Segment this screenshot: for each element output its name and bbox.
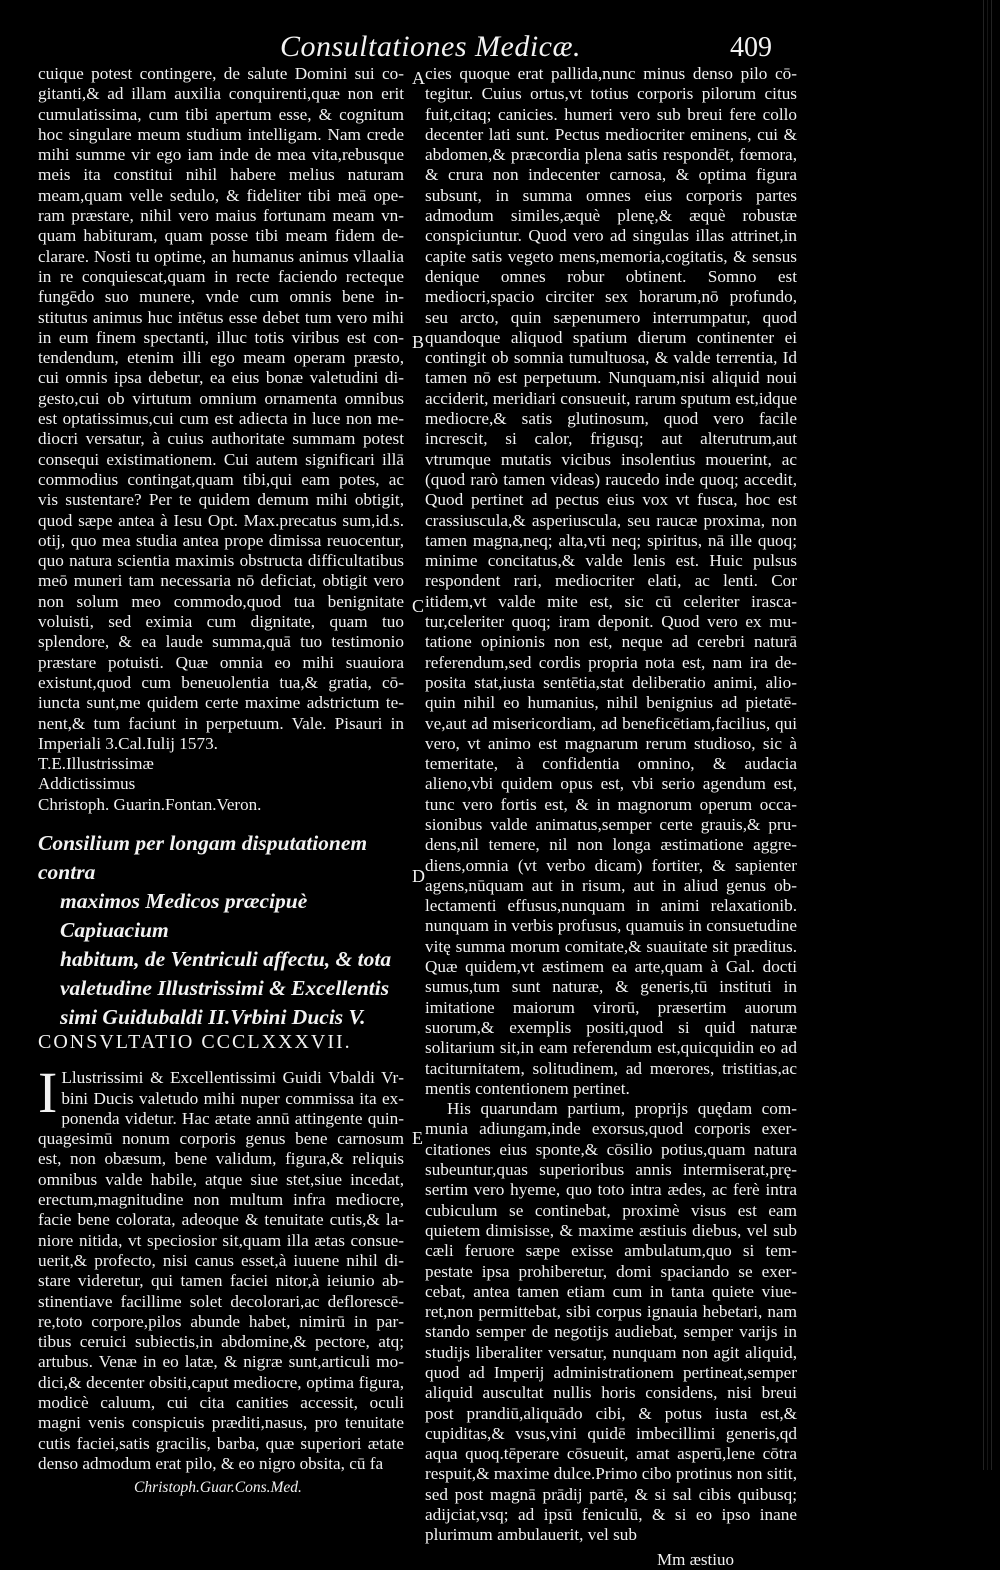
title-line: simi Guidubaldi II.Vrbini Ducis V. xyxy=(60,1004,366,1029)
letter-closing-salutation: T.E.Illustrissimæ xyxy=(38,754,154,774)
consultation-title xyxy=(38,829,404,1032)
drop-cap: I xyxy=(38,1060,58,1126)
margin-marker-b: B xyxy=(412,332,425,352)
margin-marker-a: A xyxy=(412,68,425,88)
consultation-body-text: Llustrissimi & Excellentissimi Guidi Vbaldi Vrbini Ducis valetudo mihi nuper commissa ita exponenda videtur. Hac ætate annū attingente quinquagesimū nonum corporis genus bene carnosum est, non obæsum, bene validum, figura,& reliquis omnibus valde habile, atque siue stet,siue incedat, erectum,magnitudine non multum infra mediocre, facie bene colorata, adeoque & tenuitate cutis,& laniore nitida, vt speciosior sit,quam illa ætas consueuerit,& profecto, nisi canus esset,à iuuene nihil distare videretur, qui tamen faciei nitor,à ieiunio abstinentiave facillime solet decolorari,ac deflorescēre,toto corpore,pilos abunde habet, nimirū in partibus ceruici subiectis,in abdomine,& pectore, atq; artubus. Venæ in eo latæ, & nigræ sunt,articuli modici,& decenter obsiti,caput mediocre, optima figura, modicè caluum, cui cita canities accessit, oculi magni venis conspicuis præditi,nasus, pro tenuitate cutis faciei,satis gracilis, barba, quæ superiori ætate denso admodum erat pilo, & eo nigro obsita, cū fa xyxy=(38,1068,404,1473)
right-column xyxy=(425,64,797,1570)
title-line: habitum, de Ventriculi affectu, & tota xyxy=(60,946,392,971)
letter-text: cuique potest contingere, de salute Domini sui cogitanti,& ad illam auxilia conquirenti,quæ non erit cumulatissima, cum tibi apertum esse, & cognitum hoc singulare meum studium intelligam. Nam crede mihi summe vir ego iam inde de mea vita,rebusque meis ita constitui nihil habere melius naturam meam,quam velle sedulo, & fideliter tibi meā operam præstare, nihil vero maius fortunam meam vnquam habituram, quam posse tibi meam fidem declarare. Nosti tu optime, an humanus animus vllaalia in re conquiescat,quam in recte faciendo recteque fungēdo suo munere, vnde cum omnis bene institutus animus huc intētus esse debet tum vero mihi in eum finem spectanti, illuc totis viribus est contendendum, etenim illi ego meam operam præsto, cui omnis ipsa debetur, ea eius bonæ valetudini digesto,cui ob virtutum omnium ornamenta omnibus est optatissimus,cui cum est adiecta in luce non mediocri versatur, à cuius authoritate summam potest consequi existimationem. Cui autem significari illā commodius contingat,quam tibi,qui eam potes, ac vis sustentare? Per te quidem demum mihi obtigit, quod sæpe antea à Iesu Opt. Max.precatus sum,id.s. otij, quo mea studia antea prope dimissa reuocentur, quo natura scientia maximis obstructa difficultatibus meō muneri tam necessaria nō deficiat, obtigit vero non solum meo commodo,quod tua benignitate voluisti, sed eximia cum dignitate, quam tuo splendore, & ea laude summa,quā tuo testimonio præstare potuisti. Quæ omnia eo mihi suauiora existunt,quod cum beneuolentia tua,& gratia, cōiuncta sunt,me quidem certe maxime adstrictum tenent,& tum faciunt in perpetuum. Vale. Pisauri in Imperiali 3.Cal.Iulij 1573. xyxy=(38,64,404,753)
margin-marker-d: D xyxy=(412,866,425,886)
right-text-paragraph-2: His quarundam partium, proprijs quędam communia adiungam,inde exorsus,quod corporis exercitationes eius sponte,& cōsilio potius,quam natura subeuntur,quas superioribus annis intermiserat,pręsertim vero hyeme, quo toto intra ædes, ac ferè intra cubiculum se continebat, proximè visus est eam quietem dimisisse, & maxime æstiuis diebus, vel sub cæli feruore sæpe exisse ambulatum,quo si tempestate ipsa prohiberetur, domi spaciando se exercebat, antea tamen etiam cum in tanta quiete viueret,non permittebat, sibi corpus ignauia hebetari, nam stando semper de negotijs audiebat, semper varijs in studijs liberaliter versatur, nunquam non agit aliquid, quod ad Imperij administrationem pertineat,semper aliquid auscultat nullis horis considens, nisi breui post prandiū,aliquādo cibi, & potus iusta est,& cupiditas,& vsus,vini quidē imbecillimi generis,qd aqua quoq.tēperare cōsueuit, amat asperū,lene cōtra respuit,& maxime dulce.Primo cibo protinus non sitit, sed post magnā prādij partē, & si sal cibis quibusq; adijciat,vsq; ad ipsū feniculū, & si eo ipso inane plurimum ambulauerit, vel sub xyxy=(425,1099,797,1545)
title-line: valetudine Illustrissimi & Excellentis xyxy=(60,975,390,1000)
consultation-body xyxy=(38,1060,404,1474)
consultation-heading: CONSVLTATIO CCCLXXXVII. xyxy=(38,1030,352,1053)
title-line: maximos Medicos præcipuè Capiuacium xyxy=(60,888,308,942)
margin-marker-e: E xyxy=(412,1128,423,1148)
catchword: Mm æstiuo xyxy=(657,1549,734,1569)
page-number: 409 xyxy=(730,32,772,63)
title-line: Consilium per longam disputationem contra xyxy=(38,830,368,884)
letter-signatory: Christoph. Guarin.Fontan.Veron. xyxy=(38,794,262,814)
left-column xyxy=(38,64,404,1499)
letter-closing-addictissimus: Addictissimus xyxy=(38,774,136,794)
running-head: Consultationes Medicæ. xyxy=(280,30,581,63)
footer-signature: Christoph.Guar.Cons.Med. xyxy=(134,1479,302,1497)
margin-marker-c: C xyxy=(412,596,425,616)
right-text-paragraph-1: cies quoque erat pallida,nunc minus denso pilo cōtegitur. Cuius ortus,vt totius corporis pilorum citus fuit,citaq; canicies. humeri vero sub breui fere collo decenter lati sunt. Pectus mediocriter eminens, cui & abdomen,& præcordia plena satis respondēt, fœmora, & crura non indecenter carnosa, & optima figura subsunt, in summa omnes eius corporis partes admodum similes,æquè plenę,& æquè robustæ conspiciuntur. Quod vero ad singulas illas attrinet,in capite satis vegeto mens,memoria,cogitatis, & sensus denique omnes robur obtinent. Somno est mediocri,spacio circiter sex horarum,nō profundo, seu arcto, quin sæpenumero interrumpatur, quod quandoque aliquod spatium dierum continenter ei contingit ob somnia tumultuosa, & valde terrentia, Id tamen nō est perpetuum. Nunquam,nisi aliquid noui acciderit, meridiari consueuit, rarum sputum est,idque mediocre,& satis glutinosum, quod vero facile increscit, si calor, frigusq; aut alterutrum,aut vtrumque mutatis vicibus insolentius mouerint, ac (quod rarò tamen videas) raucedo inde quoq; accedit, Quod pertinet ad pectus eius vox vt fusca, hoc est crassiuscula,& asperiuscula, seu raucæ proxima, non tamen magna,neq; alta,vti neq; spiritus, nā ille quoq; minime concitatus,& valde lenis est. Huic pulsus respondent rari, mediocriter elati, ac lenti. Cor itidem,vt valde mite est, sic cū celeriter irascatur,celeriter quoq; iram deponit. Quod vero ex mutatione opinionis non est, neque ad cerebri naturā referendum,sed cordis propria nota est, nam ira deposita stat,iusta sentētia,stat deliberatio animi, alioquin nihil eo humanius, nihil benignius ad pietatēve,aut ad misericordiam, ad beneficētiam,facilius, qui vero, vt animo est magnarum rerum studioso, sic à temeritate, à confidentia omnino, & audacia alieno,vbi quidem opus est, vbi serio agendum est, tunc vero fortis est, & in magnorum operum occasionibus valde animatus,semper certe grauis,& prudens,nil temere, nil non longa æstimatione aggrediens,omnia (vt verbo dicam) fortiter, & sapienter agens,nūquam aut in risum, aut in aliud genus oblectamenti effusus,nunquam in animi relaxationib. nunquam in verbis profusus, quamuis in consuetudine vitę summa morum comitate,& suauitate sit præditus. Quæ quidem,vt æstimem ea arte,quam à Gal. docti sumus,tum sunt naturæ, & generis,tū instituti in imitatione maiorum virorū, præsertim auorum suorum,& exemplis positi,quod si quid naturæ solitarium sit,in eam referendum est,quicquidin eo ad taciturnitatem, solitudinem, ad mœrores, tristitias,ac mentis contentionem pertinet. xyxy=(425,64,797,1098)
page-edge-shadow xyxy=(980,0,994,1470)
